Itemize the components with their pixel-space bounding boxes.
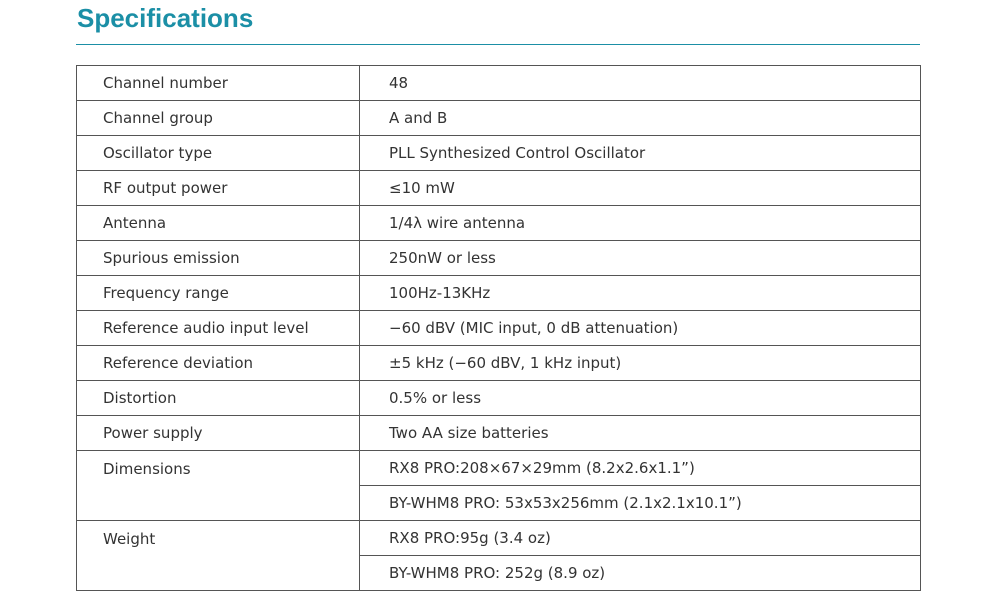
table-row [77, 346, 921, 381]
table-row [77, 206, 921, 241]
table-row [77, 521, 921, 556]
specifications-table [76, 65, 921, 591]
spec-label: Distortion [77, 381, 360, 416]
table-row [77, 136, 921, 171]
spec-value: 48 [360, 66, 921, 101]
spec-label: Channel group [77, 101, 360, 136]
spec-value: Two AA size batteries [360, 416, 921, 451]
spec-label: Oscillator type [77, 136, 360, 171]
table-row [77, 311, 921, 346]
table-row [77, 451, 921, 486]
table-row [77, 416, 921, 451]
table-row [77, 276, 921, 311]
spec-value: 1/4λ wire antenna [360, 206, 921, 241]
table-row [77, 241, 921, 276]
spec-value: 0.5% or less [360, 381, 921, 416]
spec-label: Channel number [77, 66, 360, 101]
spec-value: A and B [360, 101, 921, 136]
spec-value: RX8 PRO:208×67×29mm (8.2x2.6x1.1”) [360, 451, 921, 486]
title-divider [76, 44, 920, 45]
table-row [77, 171, 921, 206]
spec-value: 250nW or less [360, 241, 921, 276]
spec-value: BY-WHM8 PRO: 53x53x256mm (2.1x2.1x10.1”) [360, 486, 921, 521]
spec-value: PLL Synthesized Control Oscillator [360, 136, 921, 171]
spec-label: RF output power [77, 171, 360, 206]
spec-value: RX8 PRO:95g (3.4 oz) [360, 521, 921, 556]
spec-label: Frequency range [77, 276, 360, 311]
spec-label: Antenna [77, 206, 360, 241]
table-row [77, 66, 921, 101]
page-title: Specifications [77, 3, 254, 33]
spec-value: ≤10 mW [360, 171, 921, 206]
spec-label: Weight [77, 521, 360, 591]
spec-value: 100Hz-13KHz [360, 276, 921, 311]
spec-label: Power supply [77, 416, 360, 451]
table-row [77, 381, 921, 416]
table-row [77, 101, 921, 136]
spec-value: −60 dBV (MIC input, 0 dB attenuation) [360, 311, 921, 346]
spec-value: BY-WHM8 PRO: 252g (8.9 oz) [360, 556, 921, 591]
spec-label: Spurious emission [77, 241, 360, 276]
spec-value: ±5 kHz (−60 dBV, 1 kHz input) [360, 346, 921, 381]
spec-label: Reference deviation [77, 346, 360, 381]
spec-label: Reference audio input level [77, 311, 360, 346]
spec-label: Dimensions [77, 451, 360, 521]
